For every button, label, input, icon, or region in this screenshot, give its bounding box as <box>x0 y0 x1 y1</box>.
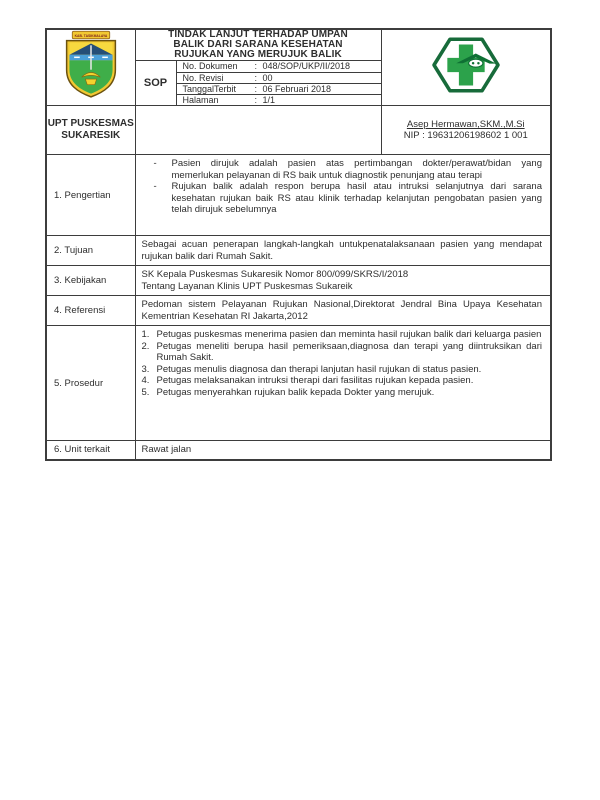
step-text: Petugas menyerahkan rujukan balik kepada Dokter yang merujuk. <box>156 386 435 398</box>
field-value: 06 Februari 2018 <box>262 83 332 94</box>
section-text: Rawat jalan <box>141 444 192 455</box>
section-row-referensi <box>46 296 551 326</box>
step-number: 2. <box>141 340 150 352</box>
header-row <box>46 29 551 61</box>
section-row-tujuan <box>46 236 551 266</box>
document-title: TINDAK LANJUT TERHADAP UMPAN BALIK DARI SARANA KESEHATAN RUJUKAN YANG MERUJUK BALIK <box>135 29 381 61</box>
signatory-nip: NIP : 19631206198602 1 001 <box>403 130 528 141</box>
field-no-dokumen <box>176 61 381 73</box>
sop-table <box>45 28 552 461</box>
field-label: Halaman <box>182 94 219 105</box>
field-value: 048/SOP/UKP/II/2018 <box>262 61 351 71</box>
puskesmas-logo-icon <box>414 33 518 97</box>
definition-text: Rujukan balik adalah respon berupa hasil atau intruksi selanjutnya dari sarana kesehatan rujukan baik RS atau klinik terhadap kelanjutan pengobatan pasien yang telah dirujuk sebelumnya <box>171 181 542 215</box>
section-text-line: Tentang Layanan Klinis UPT Puskesmas Sukareik <box>141 280 353 292</box>
field-separator: : <box>254 83 258 94</box>
section-text-line: SK Kepala Puskesmas Sukaresik Nomor 800/099/SKRS/I/2018 <box>141 269 409 280</box>
section-row-pengertian <box>46 155 551 236</box>
section-label: 3. Kebijakan <box>46 266 135 296</box>
doc-type-label: SOP <box>135 61 176 106</box>
definition-item <box>142 181 543 216</box>
section-text: Pedoman sistem Pelayanan Rujukan Nasional,Direktorat Jendral Bina Upaya Kesehatan Kementrian Kesehatan RI Jakarta,2012 <box>141 299 542 322</box>
section-content <box>135 296 551 326</box>
section-content <box>135 266 551 296</box>
section-label: 4. Referensi <box>46 296 135 326</box>
step-number: 3. <box>141 363 150 375</box>
field-separator: : <box>254 72 258 83</box>
field-label: TanggalTerbit <box>182 83 237 94</box>
section-label: 6. Unit terkait <box>46 441 135 460</box>
step-number: 4. <box>141 375 150 386</box>
signatory-name: Asep Hermawan,SKM.,M.Si <box>406 119 525 130</box>
procedure-step <box>142 341 543 364</box>
organization-name: UPT PUSKESMAS SUKARESIK <box>46 106 135 155</box>
field-tanggal-terbit <box>176 84 381 95</box>
signature-row <box>46 106 551 155</box>
section-label: 5. Prosedur <box>46 326 135 441</box>
section-content <box>135 441 551 460</box>
field-halaman <box>176 95 381 106</box>
left-logo-cell <box>46 29 135 106</box>
section-content <box>135 326 551 441</box>
step-text: Petugas meneliti berupa hasil pemeriksaan,diagnosa dan terapi yang diintruksikan dari Rumah Sakit. <box>156 340 542 363</box>
section-row-prosedur <box>46 326 551 441</box>
field-label: No. Dokumen <box>182 61 238 71</box>
step-number: 5. <box>141 386 150 398</box>
procedure-step <box>142 364 543 376</box>
procedure-step <box>142 329 543 341</box>
field-separator: : <box>254 61 258 71</box>
definition-text: Pasien dirujuk adalah pasien atas pertimbangan dokter/perawat/bidan yang memerlukan pelayanan di RS baik untuk diagnostik penunjang atau terapi <box>171 158 542 181</box>
definition-item <box>142 158 543 181</box>
section-row-unit-terkait <box>46 441 551 460</box>
step-text: Petugas melaksanakan intruksi therapi dari fasilitas rujukan kepada pasien. <box>156 375 474 386</box>
crest-banner-text: KAB. TASIKMALAYA <box>74 33 108 38</box>
procedure-step <box>142 387 543 399</box>
field-separator: : <box>254 94 258 105</box>
right-logo-cell <box>381 29 551 106</box>
section-text: Sebagai acuan penerapan langkah-langkah untukpenatalaksanaan pasien yang mendapat rujukan balik dari Rumah Sakit. <box>141 239 542 262</box>
signatory-block <box>381 106 551 155</box>
section-label: 1. Pengertian <box>46 155 135 236</box>
section-label: 2. Tujuan <box>46 236 135 266</box>
dash-bullet: - <box>153 158 157 169</box>
dash-bullet: - <box>153 181 157 192</box>
field-value: 00 <box>262 72 273 83</box>
step-number: 1. <box>141 329 150 340</box>
signature-space <box>135 106 381 155</box>
regency-crest-icon <box>61 30 121 100</box>
procedure-step <box>142 375 543 387</box>
step-text: Petugas menulis diagnosa dan therapi lanjutan hasil rujukan di status pasien. <box>156 363 482 375</box>
step-text: Petugas puskesmas menerima pasien dan meminta hasil rujukan balik dari keluarga pasien <box>156 329 542 340</box>
field-label: No. Revisi <box>182 72 224 83</box>
section-content <box>135 236 551 266</box>
field-no-revisi <box>176 73 381 84</box>
section-content <box>135 155 551 236</box>
section-row-kebijakan <box>46 266 551 296</box>
field-value: 1/1 <box>262 94 276 105</box>
